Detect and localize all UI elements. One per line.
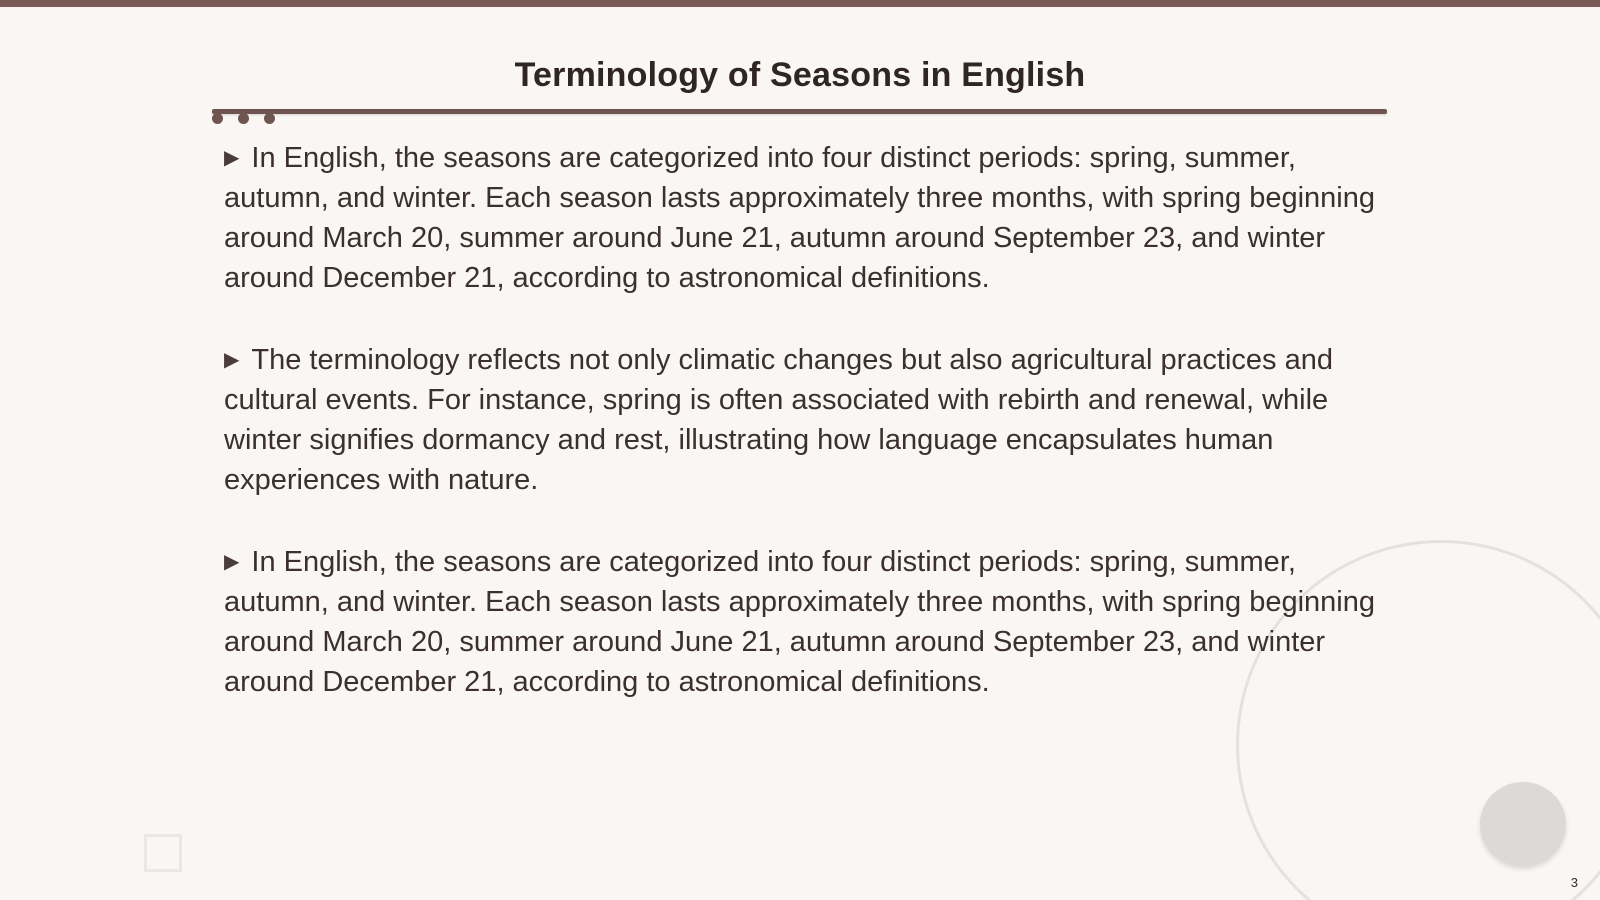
top-accent-bar xyxy=(0,0,1600,7)
page-number: 3 xyxy=(1570,875,1578,890)
underline-dot xyxy=(264,113,275,124)
triangle-bullet-icon: ▶ xyxy=(224,551,240,573)
decorative-circle xyxy=(1480,782,1566,866)
paragraph-text: In English, the seasons are categorized into four distinct periods: spring, summer, autumn, and winter. Each season lasts approximately three months, with spring beginning around March 20, summer around June 21, autumn around September 23, and winter around December 21, according to astronomical definitions. xyxy=(224,142,1375,294)
underline-dot xyxy=(212,113,223,124)
paragraph-text: The terminology reflects not only climatic changes but also agricultural practices and cultural events. For instance, spring is often associated with rebirth and renewal, while winter signifies dormancy and rest, illustrating how language encapsulates human experiences with nature. xyxy=(224,344,1333,496)
decorative-square xyxy=(144,834,182,872)
underline-dot xyxy=(238,113,249,124)
bullet-paragraph xyxy=(224,340,1384,500)
bullet-paragraph xyxy=(224,542,1384,702)
triangle-bullet-icon: ▶ xyxy=(224,349,240,371)
paragraph-text: In English, the seasons are categorized into four distinct periods: spring, summer, autumn, and winter. Each season lasts approximately three months, with spring beginning around March 20, summer around June 21, autumn around September 23, and winter around December 21, according to astronomical definitions. xyxy=(224,546,1375,698)
content-body xyxy=(224,138,1384,744)
slide-title: Terminology of Seasons in English xyxy=(514,56,1086,94)
title-underline xyxy=(212,109,1387,114)
bullet-paragraph xyxy=(224,138,1384,298)
triangle-bullet-icon: ▶ xyxy=(224,147,240,169)
